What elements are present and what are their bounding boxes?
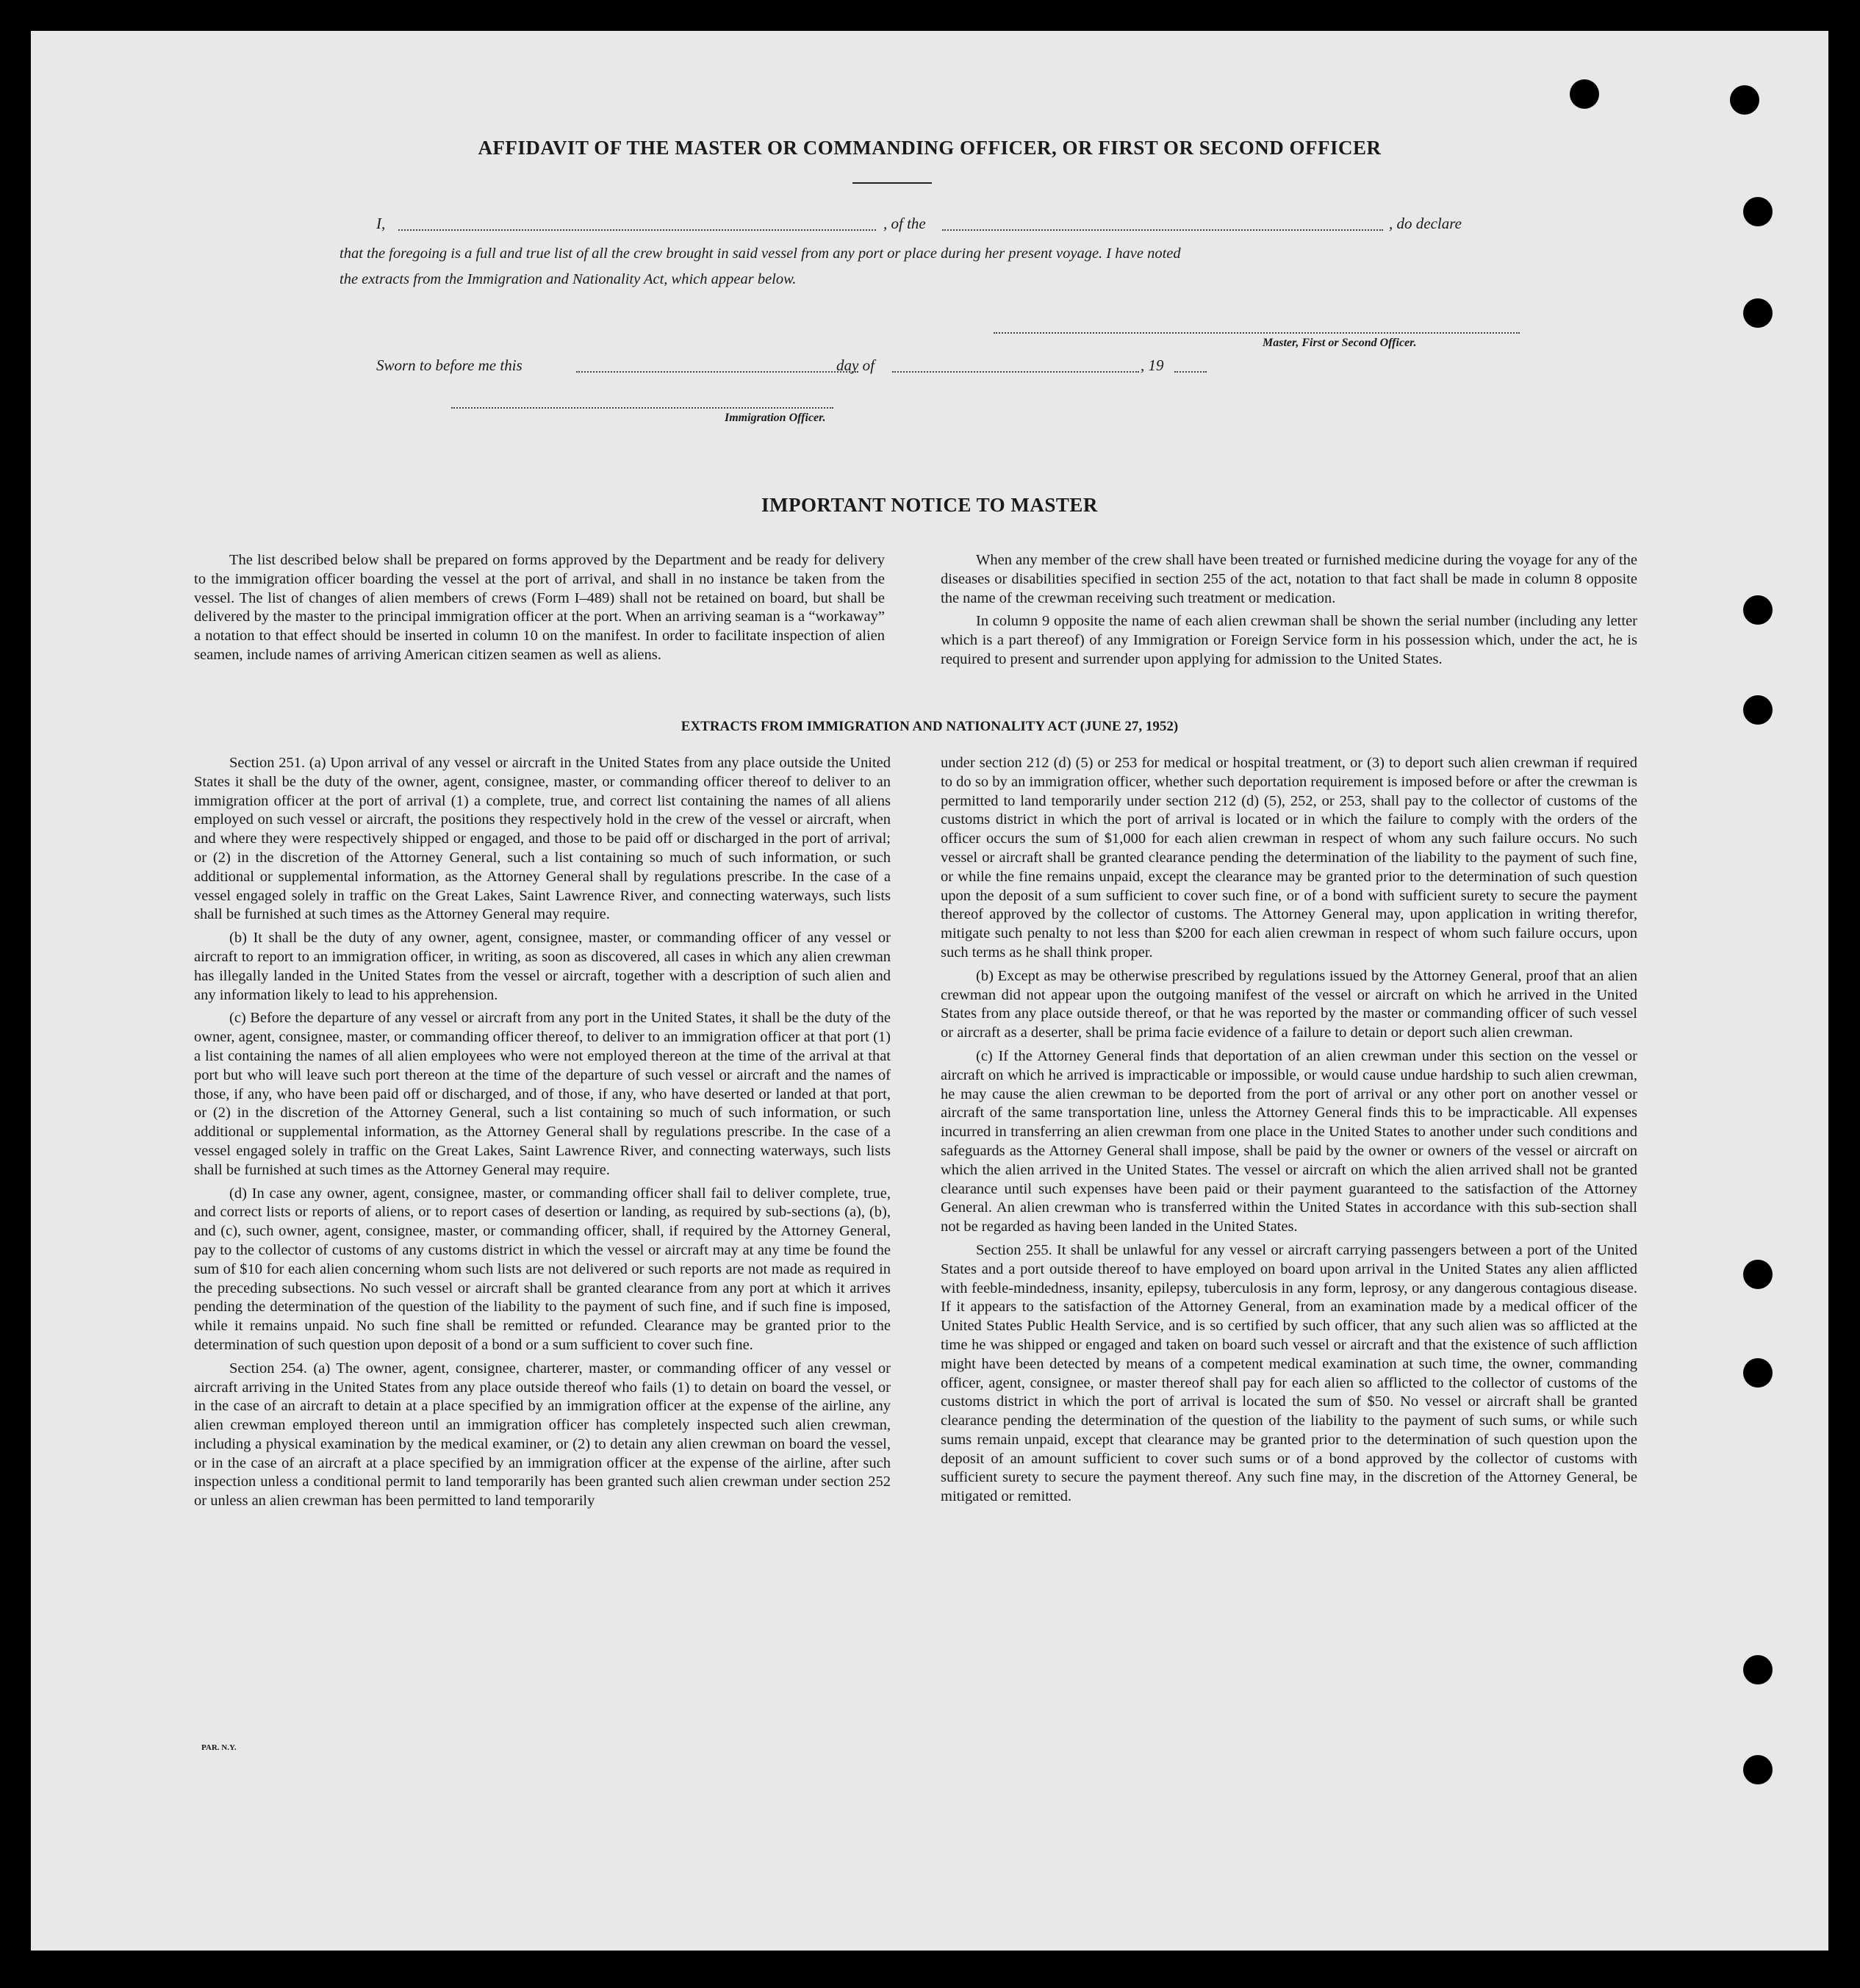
section-251-d: (d) In case any owner, agent, consignee, master, or commanding officer shall fail to deliver complete, true, and correct lists or reports of aliens, or to report cases of desertion or landing, as required by sub-sections (a), (b), and (c), such owner, agent, consignee, master, or commanding officer, shall, if required by the Attorney General, pay to the collector of customs of any customs district in which the vessel or aircraft may at any time be found the sum of $10 for each alien concerning whom such lists are not delivered or such reports are not made as required in the preceding subsections. No such vessel or aircraft shall be granted clearance from any port at which it arrives pending the determination of the question of the liability to the payment of such fine, and if such fine is imposed, while it remains unpaid. No such fine shall be remitted or refunded. Clearance may be granted prior to the determination of such question upon deposit of a bond or a sum sufficient to cover such fine.: [194, 1185, 891, 1353]
sworn-day-field[interactable]: [576, 371, 858, 373]
punch-hole: [1570, 79, 1599, 109]
affidavit-of-the: , of the: [883, 215, 926, 232]
year-label: , 19: [1141, 356, 1164, 374]
title-underline: [852, 182, 932, 184]
officer-signature-line[interactable]: [451, 407, 833, 409]
punch-hole: [1743, 1260, 1773, 1289]
punch-hole: [1743, 197, 1773, 226]
punch-hole: [1743, 1358, 1773, 1388]
extracts-left-column: [194, 754, 891, 1511]
extracts-right-column: [941, 754, 1637, 1507]
sworn-label: Sworn to before me this: [376, 356, 523, 374]
master-signature-label: Master, First or Second Officer.: [1263, 337, 1417, 349]
notice-right-column: [941, 551, 1637, 670]
section-251-a: Section 251. (a) Upon arrival of any vessel or aircraft in the United States from any place outside the United States it shall be the duty of the owner, agent, consignee, master, or commanding officer thereof to deliver to an immigration officer at the port of arrival (1) a complete, true, and correct list containing the names of all aliens employed on such vessel or aircraft, the positions they respectively hold in the crew of the vessel or aircraft, when and where they were respectively shipped or engaged, and those to be paid off or discharged in the port of arrival; or (2) in the discretion of the Attorney General, such a list containing so much of such information, or such additional or supplemental information, as the Attorney General shall by regulations prescribe. In the case of a vessel engaged solely in traffic on the Great Lakes, Saint Lawrence River, and connecting waterways, such lists shall be furnished at such times as the Attorney General may require.: [194, 755, 891, 923]
day-of-label: day of: [836, 356, 875, 374]
punch-hole: [1743, 1655, 1773, 1684]
sworn-month-field[interactable]: [892, 371, 1139, 373]
notice-left-column: [194, 551, 885, 665]
vessel-field[interactable]: [942, 229, 1383, 231]
section-255: Section 255. It shall be unlawful for any vessel or aircraft carrying passengers between a port of the United States and a port outside thereof to have employed on board upon arrival in the United States any alien afflicted with feeble-mindedness, insanity, epilepsy, tuberculosis in any form, leprosy, or any dangerous contagious disease. If it appears to the satisfaction of the Attorney General, from an examination made by a medical officer of the United States Public Health Service, and is so certified by such officer, that any such alien was so afflicted at the time he was shipped or engaged and taken on board such vessel or aircraft and that the existence of such affliction might have been detected by means of a competent medical examination at such time, the owner, commanding officer, agent, consignee, or master thereof shall pay for each alien so afflicted to the collector of customs of the customs district in which the port of arrival is located the sum of $50. No vessel or aircraft shall be granted clearance pending the determination of the question of the liability to the payment of such sums, or while such sums remain unpaid, except that clearance may be granted prior to the determination of such question upon the deposit of an amount sufficient to cover such sums or of a bond approved by the collector of customs with sufficient surety to secure the payment thereof. Any such fine may, in the discretion of the Attorney General, be mitigated or remitted.: [941, 1241, 1637, 1505]
section-254-b: (b) Except as may be otherwise prescribed by regulations issued by the Attorney General, proof that an alien crewman did not appear upon the outgoing manifest of the vessel or aircraft on which he arrived in the United States from any place outside thereof, or that he was reported by the master or commanding officer of such vessel or aircraft as a deserter, shall be prima facie evidence of a failure to detain or deport such alien crewman.: [941, 967, 1637, 1041]
affidavit-line-i: I,: [376, 215, 386, 232]
punch-hole: [1743, 1755, 1773, 1784]
notice-right-paragraph-2: In column 9 opposite the name of each alien crewman shall be shown the serial number (including any letter which is a part thereof) of any Immigration or Foreign Service form in his possession which, under the act, he is required to present and surrender upon applying for admission to the United States.: [941, 613, 1637, 667]
sworn-year-field[interactable]: [1174, 371, 1207, 373]
section-254-a-cont: under section 212 (d) (5) or 253 for medical or hospital treatment, or (3) to deport such alien crewman if required to do so by an immigration officer, whether such deportation requirement is imposed before or after the crewman is permitted to land temporarily under section 212 (d) (5), 252, or 253, shall pay to the collector of customs of the customs district in which the port of arrival is located or in which the failure to comply with the orders of the officer occurs the sum of $1,000 for each alien crewman in respect of whom any such failure occurs. No such vessel or aircraft shall be granted clearance pending the determination of the liability to the payment of such fine, or while the fine remains unpaid, except the clearance may be granted prior to the determination of such question upon the deposit of a sum sufficient to cover such fine, or of a bond with sufficient surety to secure the payment thereof approved by the collector of customs. The Attorney General may, upon application in writing therefor, mitigate such penalty to not less than $200 for each alien crewman in respect of whom such failure occurs, upon such terms as he shall think proper.: [941, 755, 1637, 961]
section-254-c: (c) If the Attorney General finds that deportation of an alien crewman under this section on the vessel or aircraft on which he arrived is impracticable or impossible, or would cause undue hardship to such alien crewman, he may cause the alien crewman to be deported from the port of arrival or any other port on another vessel or aircraft of the same transportation line, unless the Attorney General finds this to be impracticable. All expenses incurred in transferring an alien crewman from one place in the United States to another under such conditions and safeguards as the Attorney General shall impose, shall be paid by the owner or owners of the vessel or aircraft on which the alien arrived in the United States. The vessel or aircraft on which the alien arrived shall not be granted clearance until such expenses have been paid or their payment guaranteed to the satisfaction of the Attorney General. An alien crewman who is transferred within the United States in accordance with this sub-section shall not be regarded as having been landed in the United States.: [941, 1047, 1637, 1235]
declaration-line-2: the extracts from the Immigration and Nationality Act, which appear below.: [340, 271, 797, 287]
affidavit-title: AFFIDAVIT OF THE MASTER OR COMMANDING OFFICER, OR FIRST OR SECOND OFFICER: [478, 137, 1382, 159]
notice-left-paragraph: The list described below shall be prepared on forms approved by the Department and be ready for delivery to the immigration officer boarding the vessel at the port of arrival, and shall in no instance be taken from the vessel. The list of changes of alien members of crews (Form I–489) shall not be retained on board, but shall be delivered by the master to the principal immigration officer at the port. When an arriving seaman is a “workaway” a notation to that effect should be inserted in column 10 on the manifest. In order to facilitate inspection of alien seamen, include names of arriving American citizen seamen as well as aliens.: [194, 552, 885, 663]
affidavit-do-declare: , do declare: [1389, 215, 1462, 232]
extracts-title: EXTRACTS FROM IMMIGRATION AND NATIONALITY ACT (JUNE 27, 1952): [681, 719, 1179, 734]
notice-right-paragraph-1: When any member of the crew shall have been treated or furnished medicine during the voyage for any of the diseases or disabilities specified in section 255 of the act, notation to that fact shall be made in column 8 opposite the name of the crewman receiving such treatment or medication.: [941, 552, 1637, 606]
section-254-a: Section 254. (a) The owner, agent, consignee, charterer, master, or commanding officer of any vessel or aircraft arriving in the United States from any place outside thereof who fails (1) to detain on board the vessel, or in the case of an aircraft to detain at a place specified by an immigration officer at the expense of the airline, any alien crewman employed thereon until an immigration officer has completely inspected such alien crewman, including a physical examination by the medical examiner, or (2) to detain any alien crewman on board the vessel, or in the case of an aircraft at a place specified by an immigration officer at the expense of the airline, after such inspection unless a conditional permit to land temporarily has been granted such alien crewman under section 252 or unless an alien crewman has been permitted to land temporarily: [194, 1360, 891, 1510]
punch-hole: [1743, 298, 1773, 328]
name-field[interactable]: [398, 229, 876, 231]
notice-title: IMPORTANT NOTICE TO MASTER: [761, 494, 1098, 516]
officer-signature-label: Immigration Officer.: [725, 412, 826, 424]
section-251-c: (c) Before the departure of any vessel or aircraft from any port in the United States, it shall be the duty of the owner, agent, consignee, master, or commanding officer thereof, to deliver to an immigration officer at that port (1) a list containing the names of all alien employees who were not employed thereon at the time of the arrival at that port but who will leave such port thereon at the time of the departure of such vessel or aircraft and the names of those, if any, who have been paid off or discharged, and of those, if any, who have deserted or landed at that port, or (2) in the discretion of the Attorney General, such a list containing so much of such information, or such additional or supplemental information, as the Attorney General shall by regulations prescribe. In the case of a vessel engaged solely in traffic on the Great Lakes, Saint Lawrence River, and connecting waterways, such lists shall be furnished at such times as the Attorney General may require.: [194, 1010, 891, 1178]
punch-hole: [1730, 85, 1759, 115]
printer-mark: PAR. N.Y.: [201, 1743, 237, 1752]
master-signature-line[interactable]: [994, 332, 1520, 334]
document-page: [31, 31, 1828, 1951]
section-251-b: (b) It shall be the duty of any owner, agent, consignee, master, or commanding officer of any vessel or aircraft to report to an immigration officer, in writing, as soon as discovered, all cases in which any alien crewman has illegally landed in the United States from the vessel or aircraft, together with a description of such alien and any information likely to lead to his apprehension.: [194, 930, 891, 1003]
punch-hole: [1743, 595, 1773, 625]
declaration-line-1: that the foregoing is a full and true list of all the crew brought in said vessel from any port or place during her present voyage. I have noted: [340, 245, 1181, 262]
